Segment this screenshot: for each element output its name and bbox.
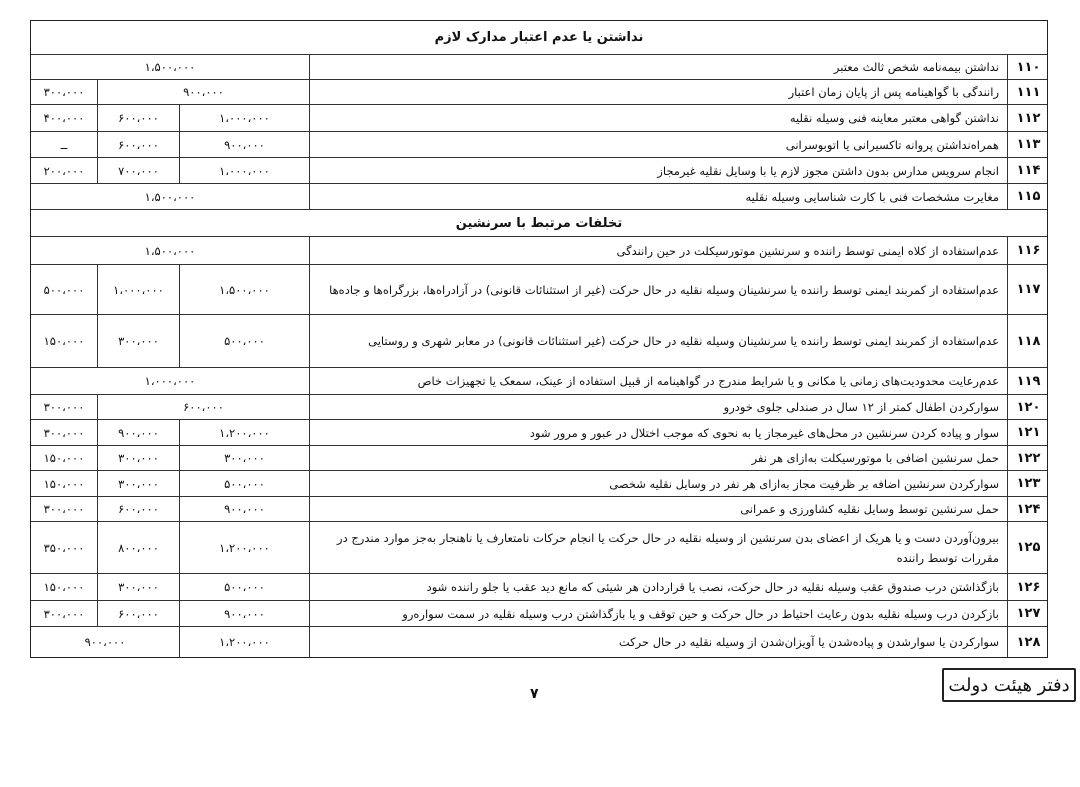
fine-amount: ۱۵۰،۰۰۰ [43, 476, 85, 491]
fine-amount: ۱،۵۰۰،۰۰۰ [144, 243, 196, 258]
row-desc-cell [309, 395, 1007, 419]
table-row [31, 497, 1047, 522]
row-number: ۱۱۰ [1007, 55, 1049, 79]
row-number: ۱۲۱ [1007, 420, 1049, 445]
fine-amount: ۵۰۰،۰۰۰ [179, 315, 309, 367]
table-row [31, 237, 1047, 265]
row-description: حمل سرنشین توسط وسایل نقلیه کشاورزی و عمرانی [740, 502, 999, 516]
row-desc-cell [309, 184, 1007, 209]
fine-amount: ۶۰۰،۰۰۰ [97, 132, 179, 157]
row-number: ۱۲۸ [1007, 627, 1049, 657]
table-row [31, 55, 1047, 80]
fine-amount: ۶۰۰،۰۰۰ [97, 497, 179, 521]
row-number: ۱۲۴ [1007, 497, 1049, 521]
table-row [31, 522, 1047, 574]
row-number: ۱۲۲ [1007, 446, 1049, 470]
fine-amount: ۵۰۰،۰۰۰ [43, 282, 85, 297]
row-desc-cell [309, 80, 1007, 104]
row-description: سوارکردن سرنشین اضافه بر ظرفیت مجاز به‌ازای هر نفر در وسایل نقلیه شخصی [609, 476, 999, 491]
row-desc-cell [309, 55, 1007, 79]
fine-amount: ۳۰۰،۰۰۰ [43, 400, 85, 414]
section-header [31, 210, 1047, 237]
fine-amount: ۱،۲۰۰،۰۰۰ [179, 522, 309, 573]
row-description: بازکردن درب وسیله نقلیه بدون رعایت احتیاط در حال حرکت و حین توقف و یا بازگذاشتن درب وسیله نقلیه در سمت سواره‌رو [402, 606, 999, 621]
fine-amount: ۳۰۰،۰۰۰ [43, 606, 85, 621]
table-row [31, 184, 1047, 210]
row-number: ۱۲۳ [1007, 471, 1049, 496]
fine-amount: ۹۰۰،۰۰۰ [97, 80, 309, 104]
fine-amount: ۱۵۰،۰۰۰ [43, 580, 85, 594]
row-description: انجام سرویس مدارس بدون داشتن مجوز لازم یا با وسایل نقلیه غیرمجاز [657, 163, 999, 178]
fines-table [30, 20, 1048, 658]
fine-amount: ۱۵۰،۰۰۰ [43, 451, 85, 465]
fine-amount: ۳۰۰،۰۰۰ [179, 446, 309, 470]
fine-amount: ۱،۵۰۰،۰۰۰ [144, 60, 196, 74]
row-number: ۱۲۵ [1007, 522, 1049, 573]
fine-amount: ۲۰۰،۰۰۰ [43, 163, 85, 178]
row-desc-cell [309, 574, 1007, 600]
row-desc-cell [309, 497, 1007, 521]
fine-amount: ۱،۵۰۰،۰۰۰ [179, 265, 309, 314]
row-description: عدم‌استفاده از کمربند ایمنی توسط راننده یا سرنشینان وسیله نقلیه در حال حرکت (غیر استثنائات قانونی) در معابر شهری و روستایی [368, 334, 999, 348]
fine-amount: ۵۰۰،۰۰۰ [179, 471, 309, 496]
table-row [31, 420, 1047, 446]
fine-amount: ۳۰۰،۰۰۰ [43, 85, 85, 99]
fine-amount: ۴۰۰،۰۰۰ [43, 111, 85, 125]
fine-amount: ۱،۰۰۰،۰۰۰ [97, 265, 179, 314]
row-description: سوار و پیاده کردن سرنشین در محل‌های غیرمجاز یا به نحوی که موجب اختلال در عبور و مرور شود [529, 425, 999, 440]
row-description: سوارکردن یا سوارشدن و پیاده‌شدن یا آویزان‌شدن از وسیله نقلیه در حال حرکت [618, 635, 999, 649]
table-row [31, 265, 1047, 315]
row-description: نداشتن بیمه‌نامه شخص ثالث معتبر [833, 60, 999, 74]
row-number: ۱۱۴ [1007, 158, 1049, 183]
fine-amount: ۹۰۰،۰۰۰ [97, 420, 179, 445]
row-desc-cell [309, 627, 1007, 657]
row-description: رانندگی با گواهینامه پس از پایان زمان اعتبار [788, 85, 999, 99]
row-number: ۱۲۷ [1007, 601, 1049, 626]
row-description: نداشتن گواهی معتبر معاینه فنی وسیله نقلیه [789, 111, 999, 125]
page-number: ۷ [530, 686, 539, 702]
row-description: سوارکردن اطفال کمتر از ۱۲ سال در صندلی جلوی خودرو [723, 400, 999, 414]
table-row [31, 471, 1047, 497]
table-row [31, 80, 1047, 105]
row-number: ۱۲۶ [1007, 574, 1049, 600]
fine-amount: ۳۰۰،۰۰۰ [97, 315, 179, 367]
fine-amount: ۸۰۰،۰۰۰ [97, 522, 179, 573]
row-number: ۱۱۵ [1007, 184, 1049, 209]
table-row [31, 315, 1047, 368]
fine-amount: ۱۵۰،۰۰۰ [43, 334, 85, 348]
fine-amount: ۶۰۰،۰۰۰ [97, 105, 179, 131]
table-row [31, 627, 1047, 657]
section-title: تخلفات مرتبط با سرنشین [455, 215, 623, 231]
table-row [31, 132, 1047, 158]
row-desc-cell [309, 237, 1007, 264]
table-row [31, 446, 1047, 471]
fine-amount: ۱،۵۰۰،۰۰۰ [144, 189, 196, 204]
fine-amount: ۳۰۰،۰۰۰ [97, 471, 179, 496]
fine-amount: ۳۰۰،۰۰۰ [43, 425, 85, 440]
fine-amount: ۶۰۰،۰۰۰ [97, 395, 309, 419]
fine-amount: ۵۰۰،۰۰۰ [179, 574, 309, 600]
table-row [31, 574, 1047, 601]
row-desc-cell [309, 132, 1007, 157]
fine-amount: ۹۰۰،۰۰۰ [179, 132, 309, 157]
fine-amount: ۳۵۰،۰۰۰ [43, 540, 85, 555]
row-number: ۱۱۹ [1007, 368, 1049, 394]
row-number: ۱۱۶ [1007, 237, 1049, 264]
row-description: بیرون‌آوردن دست و یا هریک از اعضای بدن سرنشین از وسیله نقلیه در حال حرکت یا انجام حرکات نامتعارف یا ناهنجار به‌جز موارد مندرج در مقررات توسط راننده [337, 530, 999, 565]
row-desc-cell [309, 158, 1007, 183]
table-row [31, 158, 1047, 184]
row-description: بازگذاشتن درب صندوق عقب وسیله نقلیه در حال حرکت، نصب یا قراردادن هر شیئی که مانع دید عقب یا جلو راننده شود [426, 580, 999, 594]
row-desc-cell [309, 105, 1007, 131]
fine-amount: ۱،۰۰۰،۰۰۰ [179, 158, 309, 183]
row-number: ۱۱۱ [1007, 80, 1049, 104]
row-desc-cell [309, 315, 1007, 367]
row-desc-cell [309, 601, 1007, 626]
table-row [31, 601, 1047, 627]
row-description: عدم‌استفاده از کلاه ایمنی توسط راننده و سرنشین موتورسیکلت در حین رانندگی [616, 243, 999, 258]
row-desc-cell [309, 265, 1007, 314]
row-number: ۱۱۷ [1007, 265, 1049, 314]
row-desc-cell [309, 471, 1007, 496]
fine-amount: ۳۰۰،۰۰۰ [97, 446, 179, 470]
row-desc-cell [309, 446, 1007, 470]
row-number: ۱۱۳ [1007, 132, 1049, 157]
fine-amount: ۱،۲۰۰،۰۰۰ [179, 420, 309, 445]
row-desc-cell [309, 522, 1007, 573]
fine-amount: ۶۰۰،۰۰۰ [97, 601, 179, 626]
fine-amount: ۹۰۰،۰۰۰ [179, 497, 309, 521]
fine-amount: ۹۰۰،۰۰۰ [84, 635, 126, 649]
row-description: همراه‌نداشتن پروانه تاکسیرانی یا اتوبوسرانی [785, 137, 999, 152]
row-description: حمل سرنشین اضافی با موتورسیکلت به‌ازای هر نفر [751, 451, 999, 465]
row-number: ۱۲۰ [1007, 395, 1049, 419]
fine-amount: ــ [60, 137, 68, 152]
fine-amount: ۱،۰۰۰،۰۰۰ [144, 374, 196, 388]
table-row [31, 395, 1047, 420]
fine-amount: ۳۰۰،۰۰۰ [97, 574, 179, 600]
table-row [31, 105, 1047, 132]
fine-amount: ۳۰۰،۰۰۰ [43, 502, 85, 516]
fine-amount: ۱،۲۰۰،۰۰۰ [179, 627, 309, 657]
row-description: عدم‌رعایت محدودیت‌های زمانی یا مکانی و یا شرایط مندرج در گواهینامه از قبیل استفاده از عینک، سمعک یا تجهیزات خاص [417, 374, 999, 388]
section-header [31, 21, 1047, 55]
office-stamp: دفتر هیئت دولت [942, 668, 1076, 702]
table-row [31, 368, 1047, 395]
section-title: نداشتن یا عدم اعتبار مدارک لازم [434, 30, 644, 45]
row-desc-cell [309, 420, 1007, 445]
row-description: عدم‌استفاده از کمربند ایمنی توسط راننده یا سرنشینان وسیله نقلیه در حال حرکت (غیر از استثنائات قانونی) در آزادراه‌ها، بزرگراه‌ها و جاده‌ها [329, 282, 999, 297]
fine-amount: ۹۰۰،۰۰۰ [179, 601, 309, 626]
fine-amount: ۷۰۰،۰۰۰ [97, 158, 179, 183]
row-desc-cell [309, 368, 1007, 394]
row-number: ۱۱۲ [1007, 105, 1049, 131]
fine-amount: ۱،۰۰۰،۰۰۰ [179, 105, 309, 131]
row-number: ۱۱۸ [1007, 315, 1049, 367]
row-description: مغایرت مشخصات فنی با کارت شناسایی وسیله نقلیه [745, 189, 999, 204]
